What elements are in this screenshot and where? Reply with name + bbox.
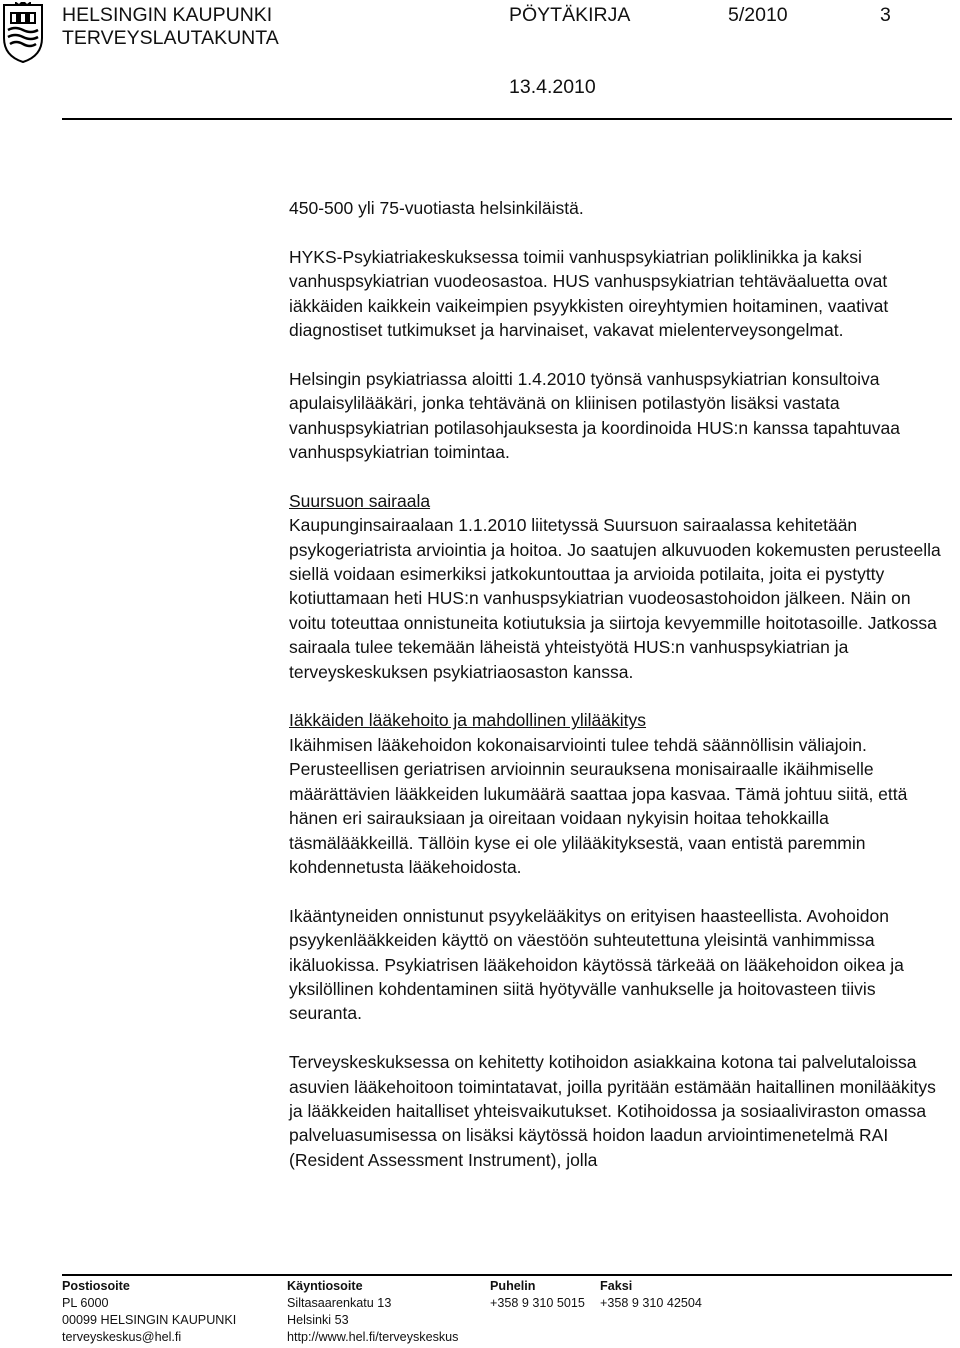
paragraph: HYKS-Psykiatriakeskuksessa toimii vanhuspsykiatrian poliklinikka ja kaksi vanhuspsykiatrian vuodeosastoa. HUS vanhuspsykiatrian tehtäväaluetta ovat iäkkäiden kaikkein vaikeimpien psyykkisten oireyhtymien hoitaminen, vaativat diagnostiset tutkimukset ja harvinaiset, vakavat mielenterveysongelmat. bbox=[289, 246, 889, 341]
section-heading: Suursuon sairaala bbox=[289, 490, 431, 511]
committee-name: TERVEYSLAUTAKUNTA bbox=[62, 27, 279, 49]
street-address: Siltasaarenkatu 13 bbox=[287, 1296, 392, 1310]
paragraph: Terveyskeskuksessa on kehitetty kotihoidon asiakkaina kotona tai palvelutaloissa asuvien lääkehoitoon toimintatavat, joilla pyritään estämään haitallinen monilääkitys ja lääkkeiden haitalliset yhteisvaikutukset. Kotihoidossa ja sosiaaliviraston omassa palveluasumisessa on lisäksi käytössä hoidon laadun arviointimenetelmä RAI (Resident Assessment Instrument), jolla bbox=[289, 1052, 936, 1170]
footer-phone bbox=[490, 1278, 585, 1312]
city-address: Helsinki 53 bbox=[287, 1313, 349, 1327]
phone-number: +358 9 310 5015 bbox=[490, 1296, 585, 1310]
organization-name: HELSINGIN KAUPUNKI bbox=[62, 4, 273, 26]
fax-label: Faksi bbox=[600, 1279, 633, 1293]
page-number: 3 bbox=[880, 4, 891, 26]
phone-label: Puhelin bbox=[490, 1279, 536, 1293]
footer-visit bbox=[287, 1278, 458, 1346]
fax-number: +358 9 310 42504 bbox=[600, 1296, 702, 1310]
visit-label: Käyntiosoite bbox=[287, 1279, 363, 1293]
postal-label: Postiosoite bbox=[62, 1279, 130, 1293]
website-url: http://www.hel.fi/terveyskeskus bbox=[287, 1330, 459, 1344]
document-body bbox=[289, 196, 951, 1197]
meeting-date: 13.4.2010 bbox=[509, 76, 596, 98]
section-heading: Iäkkäiden lääkehoito ja mahdollinen ylilääkitys bbox=[289, 710, 647, 731]
email-address: terveyskeskus@hel.fi bbox=[62, 1330, 182, 1344]
city-crest-logo bbox=[2, 2, 44, 64]
header-rule bbox=[62, 118, 952, 120]
postal-city: 00099 HELSINGIN KAUPUNKI bbox=[62, 1313, 237, 1327]
document-type: PÖYTÄKIRJA bbox=[509, 4, 631, 26]
paragraph: Ikääntyneiden onnistunut psyykelääkitys on erityisen haasteellista. Avohoidon psyykenlääkkeiden käyttö on väestöön suhteutettuna yleisintä vanhimmissa ikäluokissa. Psykiatrisen lääkehoidon käytössä tärkeää on lääkehoidon oikea ja yksilöllinen kohdentaminen siitä hyötyvälle vanhukselle ja hoitovasteen tiivis seuranta. bbox=[289, 905, 904, 1024]
paragraph: Kaupunginsairaalaan 1.1.2010 liitetyssä Suursuon sairaalassa kehitetään psykogeriatrista arviointia ja hoitoa. Jo saatujen alkuvuoden kokemusten perusteella siellä voidaan esimerkiksi jatkokuntouttaa ja arvioida potilaita, joita ei pystytty kotiuttamaan heti HUS:n vanhuspsykiatrian vuodeosastohoidon jälkeen. Näin on voitu toteuttaa onnistuneita kotiutuksia ja siirtoja kevyemmille hoitotasoille. Jatkossa sairaala tulee tekemään läheistä yhteistyötä HUS:n vanhuspsykiatrian ja terveyskeskuksen psykiatriaosaston kanssa. bbox=[289, 515, 941, 682]
paragraph: 450-500 yli 75-vuotiasta helsinkiläistä. bbox=[289, 198, 584, 218]
footer-postal bbox=[62, 1278, 236, 1346]
footer-rule bbox=[62, 1274, 952, 1276]
paragraph: Helsingin psykiatriassa aloitti 1.4.2010 työnsä vanhuspsykiatrian konsultoiva apulaisylilääkäri, jonka tehtävänä on kliinisen potilastyön lisäksi vastata vanhuspsykiatrian potilasohjauksesta ja koordinoida HUS:n kanssa tapahtuvaa vanhuspsykiatrian toimintaa. bbox=[289, 368, 900, 463]
footer-fax bbox=[600, 1278, 702, 1312]
document-number: 5/2010 bbox=[728, 4, 788, 26]
paragraph: Ikäihmisen lääkehoidon kokonaisarviointi tulee tehdä säännöllisin väliajoin. Perusteellisen geriatrisen arvioinnin seurauksena monisairaalle ikäihmiselle määrättävien lääkkeiden lukumäärä saattaa jopa kasvaa. Tämä johtuu siitä, että hänen eri sairauksiaan ja oireitaan voidaan nykyisin hoitaa tehokkailla täsmälääkkeillä. Tällöin kyse ei ole ylilääkityksestä, vaan entistä paremmin kohdennetusta lääkehoidosta. bbox=[289, 734, 908, 877]
postal-box: PL 6000 bbox=[62, 1296, 109, 1310]
